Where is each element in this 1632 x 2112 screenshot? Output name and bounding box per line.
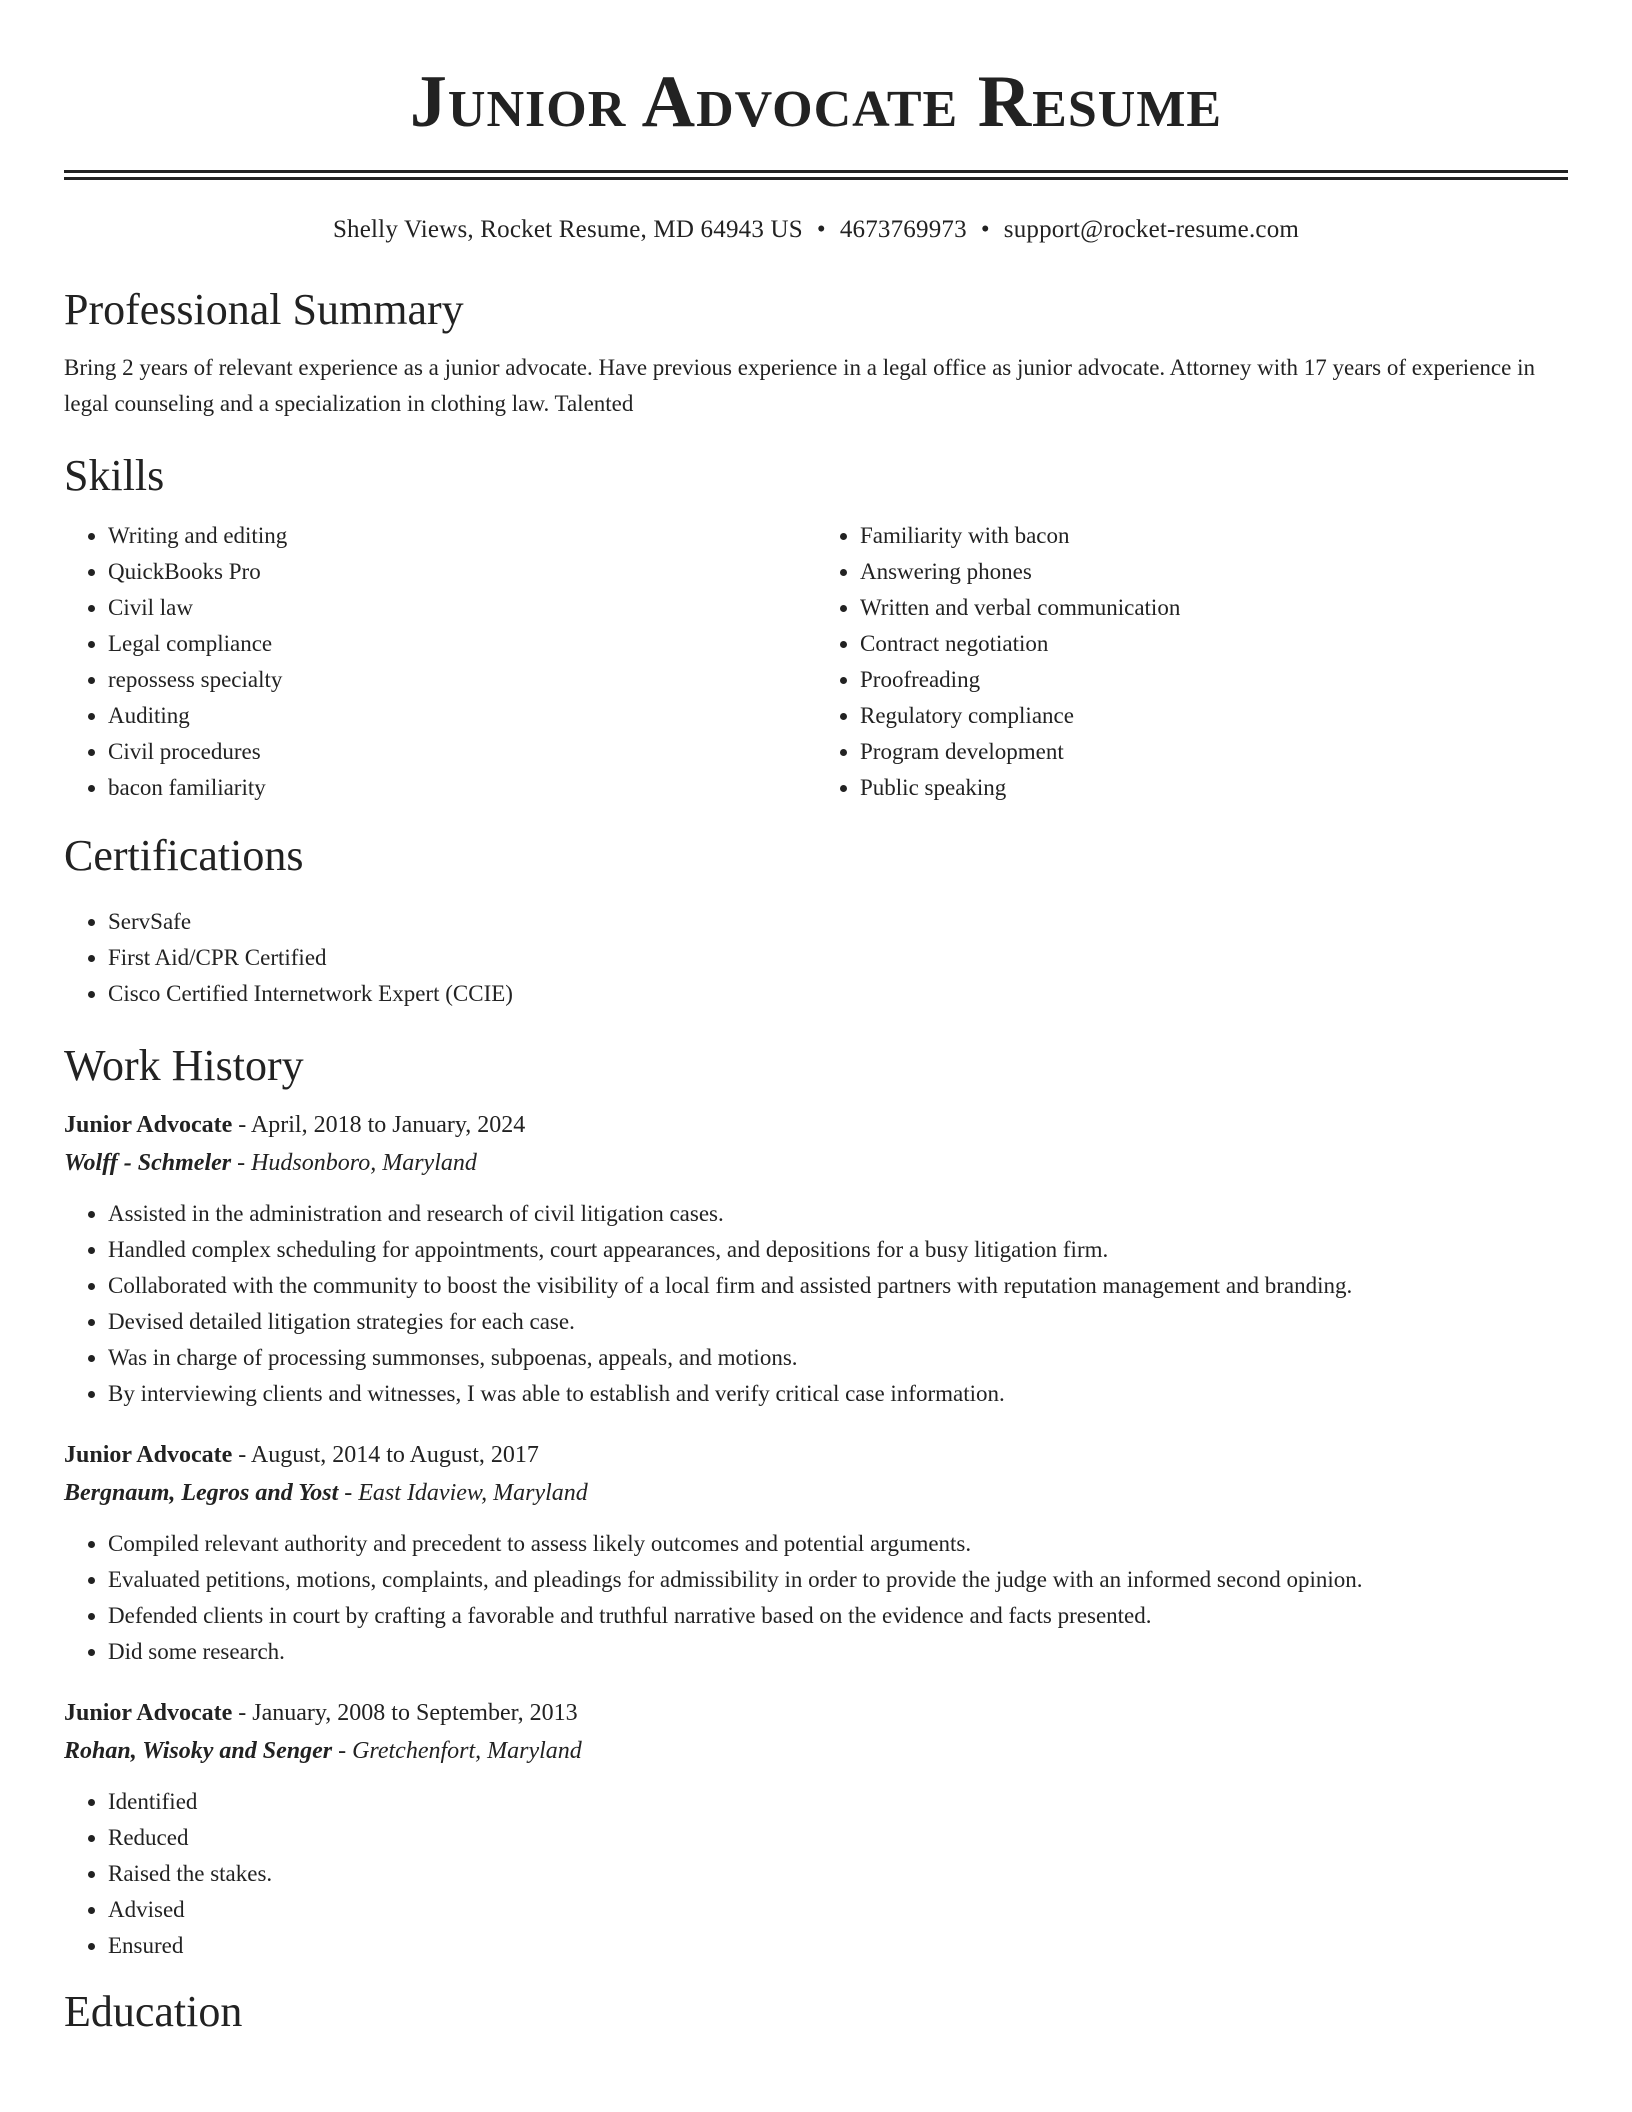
certification-item: • First Aid/CPR Certified xyxy=(108,940,1568,976)
job-header xyxy=(64,1436,1568,1474)
job-bullet: • Ensured xyxy=(108,1928,1568,1964)
job-bullet: • Collaborated with the community to boost the visibility of a local firm and assisted partners with reputation management and branding. xyxy=(108,1268,1568,1304)
job-bullet: • Identified xyxy=(108,1784,1568,1820)
skill-item: • Program development xyxy=(860,734,1568,770)
job-company: Wolff - Schmeler xyxy=(64,1150,232,1176)
job-dates: - January, 2008 to September, 2013 xyxy=(232,1700,578,1726)
job-bullet: • Handled complex scheduling for appointments, court appearances, and depositions for a busy litigation firm. xyxy=(108,1232,1568,1268)
job-bullet: • Assisted in the administration and research of civil litigation cases. xyxy=(108,1196,1568,1232)
skill-item: • Contract negotiation xyxy=(860,626,1568,662)
skills-list-right xyxy=(816,518,1568,806)
job-dates: - August, 2014 to August, 2017 xyxy=(232,1442,539,1468)
skill-item: • Civil law xyxy=(108,590,816,626)
job-company-line xyxy=(64,1732,1568,1770)
job-entry xyxy=(64,1436,1568,1670)
certification-item: • Cisco Certified Internetwork Expert (CCIE) xyxy=(108,976,1568,1012)
skills-grid xyxy=(64,518,1568,806)
skills-list-left xyxy=(64,518,816,806)
job-title: Junior Advocate xyxy=(64,1700,233,1726)
skill-item: • QuickBooks Pro xyxy=(108,554,816,590)
title-double-rule xyxy=(64,170,1568,180)
job-header xyxy=(64,1694,1568,1732)
skill-item: • Civil procedures xyxy=(108,734,816,770)
job-bullet: • Compiled relevant authority and precedent to assess likely outcomes and potential arguments. xyxy=(108,1526,1568,1562)
job-bullets xyxy=(64,1526,1568,1670)
contact-line xyxy=(64,214,1568,246)
contact-address: Shelly Views, Rocket Resume, MD 64943 US xyxy=(332,216,803,243)
skill-item: • bacon familiarity xyxy=(108,770,816,806)
section-heading-education: Education xyxy=(64,1987,243,2036)
contact-email: support@rocket-resume.com xyxy=(1003,216,1300,243)
job-bullets xyxy=(64,1196,1568,1412)
job-bullet: • Advised xyxy=(108,1892,1568,1928)
job-dates: - April, 2018 to January, 2024 xyxy=(232,1112,526,1138)
contact-separator: • xyxy=(816,216,826,243)
job-bullet: • Was in charge of processing summonses, subpoenas, appeals, and motions. xyxy=(108,1340,1568,1376)
skill-item: • Familiarity with bacon xyxy=(860,518,1568,554)
job-entry xyxy=(64,1106,1568,1412)
job-bullets xyxy=(64,1784,1568,1964)
job-title: Junior Advocate xyxy=(64,1112,233,1138)
job-company: Rohan, Wisoky and Senger xyxy=(64,1738,333,1764)
skill-item: • repossess specialty xyxy=(108,662,816,698)
job-bullet: • Did some research. xyxy=(108,1634,1568,1670)
job-bullet: • By interviewing clients and witnesses, I was able to establish and verify critical case information. xyxy=(108,1376,1568,1412)
skill-item: • Public speaking xyxy=(860,770,1568,806)
skill-item: • Writing and editing xyxy=(108,518,816,554)
certifications-list xyxy=(64,904,1568,1012)
job-location: - Hudsonboro, Maryland xyxy=(231,1150,477,1176)
job-title: Junior Advocate xyxy=(64,1442,233,1468)
skill-item: • Auditing xyxy=(108,698,816,734)
job-location: - East Idaview, Maryland xyxy=(338,1480,588,1506)
job-company-line xyxy=(64,1144,1568,1182)
job-company: Bergnaum, Legros and Yost xyxy=(64,1480,339,1506)
certification-item: • ServSafe xyxy=(108,904,1568,940)
contact-phone: 4673769973 xyxy=(839,216,967,243)
skill-item: • Answering phones xyxy=(860,554,1568,590)
job-bullet: • Defended clients in court by crafting a favorable and truthful narrative based on the evidence and facts presented. xyxy=(108,1598,1568,1634)
section-heading-work-history: Work History xyxy=(64,1041,304,1090)
contact-separator: • xyxy=(980,216,990,243)
job-header xyxy=(64,1106,1568,1144)
job-bullet: • Reduced xyxy=(108,1820,1568,1856)
skill-item: • Written and verbal communication xyxy=(860,590,1568,626)
skill-item: • Regulatory compliance xyxy=(860,698,1568,734)
section-heading-certifications: Certifications xyxy=(64,831,304,880)
job-entry xyxy=(64,1694,1568,1964)
job-bullet: • Raised the stakes. xyxy=(108,1856,1568,1892)
job-bullet: • Evaluated petitions, motions, complaints, and pleadings for admissibility in order to provide the judge with an informed second opinion. xyxy=(108,1562,1568,1598)
job-location: - Gretchenfort, Maryland xyxy=(332,1738,582,1764)
skill-item: • Legal compliance xyxy=(108,626,816,662)
job-bullet: • Devised detailed litigation strategies for each case. xyxy=(108,1304,1568,1340)
summary-text: Bring 2 years of relevant experience as a junior advocate. Have previous experience in a legal office as junior advocate. Attorney with 17 years of experience in legal counseling and a specialization in clothing law. Talented xyxy=(64,355,1535,416)
resume-title: Junior Advocate Resume xyxy=(409,61,1223,143)
section-heading-skills: Skills xyxy=(64,451,165,500)
skill-item: • Proofreading xyxy=(860,662,1568,698)
section-heading-summary: Professional Summary xyxy=(64,285,464,334)
job-company-line xyxy=(64,1474,1568,1512)
